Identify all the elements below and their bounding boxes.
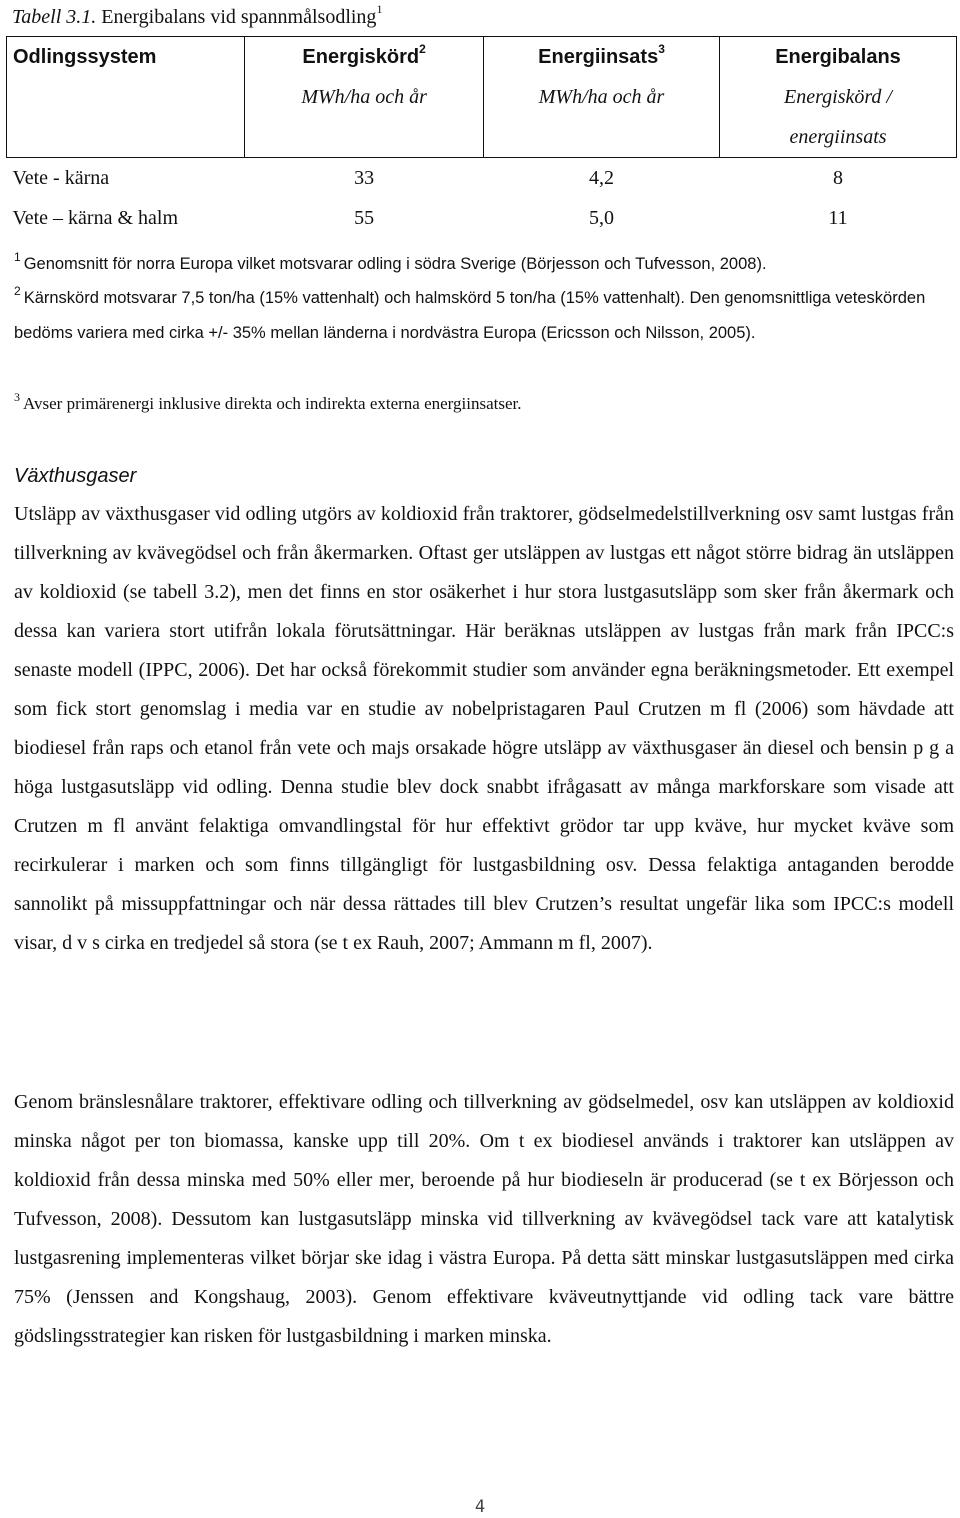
table-row (7, 158, 957, 199)
footnote-3 (14, 380, 954, 421)
unit-cell-empty (7, 77, 245, 117)
table-header-row (7, 37, 957, 78)
row-energibalans: 8 (833, 167, 844, 189)
table-label: Tabell 3.1. (12, 6, 97, 28)
unit-energibalans: Energiskörd / (720, 77, 957, 117)
unit-energibalans-line2: energiinsats (720, 117, 957, 158)
row-label: Vete - kärna (12, 167, 110, 189)
footnote-marker: 2 (14, 284, 21, 298)
page-number: 4 (474, 1497, 486, 1517)
header-energiskord: Energiskörd$^2$ (245, 37, 484, 78)
row-energiskord: 33 (354, 167, 375, 189)
table-unit-row (7, 77, 957, 117)
row-energiinsats: 4,2 (589, 167, 615, 189)
table-caption (12, 2, 382, 32)
table-title: Energibalans vid spannmålsodling (96, 6, 377, 28)
footnote-text: Avser primärenergi inklusive direkta och indirekta externa energiinsatser. (23, 394, 522, 413)
row-label: Vete – kärna & halm (12, 207, 178, 229)
row-energiskord: 55 (354, 207, 375, 229)
footnote-marker: 3 (14, 390, 20, 404)
footnote-text: Kärnskörd motsvarar 7,5 ton/ha (15% vattenhalt) och halmskörd 5 ton/ha (15% vattenhalt). Den genomsnittliga veteskörden bedöms variera med cirka +/- 35% mellan länderna i nordvästra Europa (Ericsson och Nilsson, 2005). (14, 289, 926, 342)
footnote-2 (14, 274, 954, 351)
table-title-footnote-ref: 1 (376, 2, 383, 17)
section-heading: Växthusgaser (14, 465, 137, 487)
unit-energiskord: MWh/ha och år (245, 77, 484, 117)
unit-energiinsats: MWh/ha och år (484, 77, 720, 117)
table-row (7, 198, 957, 238)
row-energibalans: 11 (828, 207, 848, 229)
body-paragraph-2: Genom bränslesnålare traktorer, effektivare odling och tillverkning av gödselmedel, osv kan utsläppen av koldioxid minska något per ton biomassa, kanske upp till 20%. Om t ex biodiesel används i traktorer kan utsläppen av koldioxid från dessa minska med 50% eller mer, beroende på hur biodieseln är producerad (se t ex Börjesson och Tufvesson, 2008). Dessutom kan lustgasutsläpp minska vid tillverkning av kvävegödsel tack vare att katalytisk lustgasrening implementeras vilket börjar ske idag i västra Europa. På detta sätt minskar lustgasutsläppen med cirka 75% (Jenssen and Kongshaug, 2003). Genom effektivare kväveutnyttjande vid odling tack vare bättre gödslingsstrategier kan risken för lustgasbildning i marken minska. (14, 1091, 954, 1347)
header-energibalans: Energibalans (720, 37, 957, 78)
row-energiinsats: 5,0 (589, 207, 615, 229)
footnote-marker: 1 (14, 250, 21, 264)
header-energiinsats: Energiinsats$^3$ (484, 37, 720, 78)
footnote-text: Genomsnitt för norra Europa vilket motsvarar odling i södra Sverige (Börjesson och Tufvesson, 2008). (23, 255, 767, 273)
body-paragraph-1: Utsläpp av växthusgaser vid odling utgörs av koldioxid från traktorer, gödselmedelstillverkning osv samt lustgas från tillverkning av kvävegödsel och från åkermarken. Oftast ger utsläppen av lustgas ett något större bidrag än utsläppen av koldioxid (se tabell 3.2), men det finns en stor osäkerhet i hur stora lustgasutsläpp som sker från åkermark och dessa kan variera stort utifrån lokala förutsättningar. Här beräknas utsläppen av lustgas från mark från IPCC:s senaste modell (IPPC, 2006). Det har också förekommit studier som använder egna beräkningsmetoder. Ett exempel som fick stort genomslag i media var en studie av nobelpristagaren Paul Crutzen m fl (2006) som hävdade att biodiesel från raps och etanol från vete och majs orsakade högre utsläpp av växthusgaser än diesel och bensin p g a höga lustgasutsläpp vid odling. Denna studie blev dock snabbt ifrågasatt av många markforskare som visade att Crutzen m fl använt felaktiga omvandlingstal för hur effektivt grödor tar upp kväve, hur mycket kväve som recirkulerar i marken och som finns tillgängligt för lustgasbildning osv. Dessa felaktiga antaganden berodde sannolikt på missuppfattningar och när dessa rättades till blev Crutzen’s resultat ungefär lika som IPCC:s modell visar, d v s cirka en tredjedel så stora (se t ex Rauh, 2007; Ammann m fl, 2007). (14, 503, 954, 954)
energy-balance-table (6, 36, 957, 238)
header-odlingssystem: Odlingssystem (7, 37, 245, 78)
table-unit-row-2 (7, 117, 957, 158)
